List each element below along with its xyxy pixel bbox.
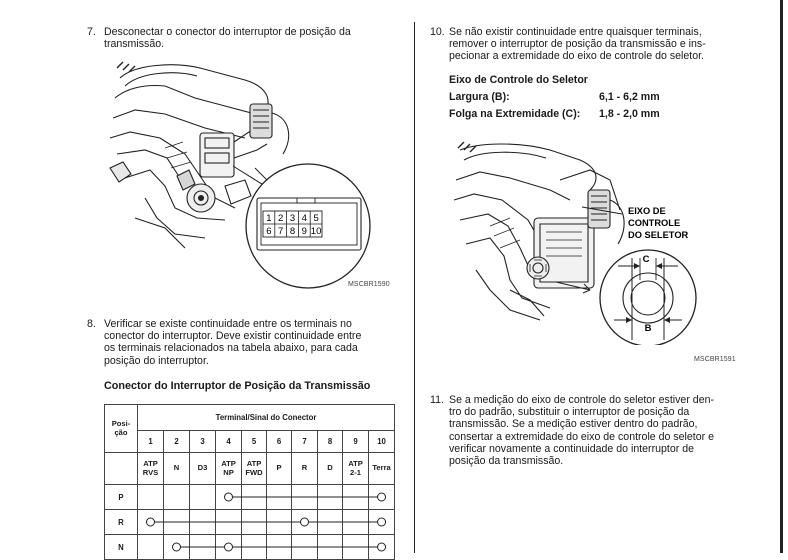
- step-8-text: [104, 318, 394, 367]
- figure-selector-shaft: [450, 140, 750, 345]
- terminal-number: 10: [369, 431, 395, 453]
- step-11-line-5: verificar novamente a continuidade do interruptor de: [449, 442, 694, 455]
- dimension-c-label: C: [642, 254, 650, 265]
- signal-name: D: [318, 453, 343, 485]
- step-10-line-2: remover o interruptor de posição da transmissão e ins-: [449, 38, 706, 51]
- step-11-line-4: consertar a extremidade do eixo de controle do seletor e: [449, 430, 714, 443]
- step-8-number: 8.: [87, 318, 96, 330]
- step-7-line-2: transmissão.: [104, 38, 165, 51]
- terminal-label: 3: [289, 213, 296, 224]
- figure-2-code: MSCBR1591: [694, 356, 736, 363]
- spec-width-value: 6,1 - 6,2 mm: [599, 91, 660, 103]
- step-8-line-1: Verificar se existe continuidade entre os terminais no: [104, 318, 352, 330]
- position-header: Posi- ção: [105, 405, 138, 453]
- page-edge-bar: [780, 0, 783, 553]
- continuity-table: [104, 404, 395, 560]
- signal-name: ATP RVS: [138, 453, 164, 485]
- signal-name: P: [267, 453, 292, 485]
- terminal-number: 4: [216, 431, 242, 453]
- step-10-line-3: pecionar a extremidade do eixo de controle do seletor.: [449, 50, 704, 63]
- step-10-line-1: Se não existir continuidade entre quaisquer terminais,: [449, 26, 702, 38]
- signal-name: ATP FWD: [242, 453, 267, 485]
- step-10-text: [449, 26, 740, 63]
- transmission-housing-drawing: [454, 142, 624, 320]
- dimension-b-label: B: [644, 323, 652, 334]
- step-8-line-4: posição do interruptor.: [104, 354, 209, 367]
- terminal-label: 2: [278, 213, 284, 224]
- spec-play-value: 1,8 - 2,0 mm: [599, 108, 660, 120]
- step-11-line-6: posição da transmissão.: [449, 455, 564, 468]
- callout-line-1: EIXO DE: [628, 206, 666, 216]
- step-8-line-2: conector do interruptor. Deve existir continuidade entre: [104, 330, 362, 343]
- signal-name: D3: [190, 453, 216, 485]
- figure-1-code: MSCBR1590: [348, 281, 390, 288]
- terminal-label: 6: [266, 226, 272, 237]
- step-11-line-2: tro do padrão, substituir o interruptor de posição da: [449, 406, 690, 419]
- spec-title: Eixo de Controle do Seletor: [449, 74, 588, 86]
- signal-name: ATP NP: [216, 453, 242, 485]
- terminal-grid: [263, 211, 322, 237]
- connector-detail-callout: [246, 164, 370, 288]
- position-label: P: [105, 485, 138, 510]
- terminal-group-header: Terminal/Sinal do Conector: [138, 405, 395, 431]
- terminal-number: 3: [190, 431, 216, 453]
- signal-name: R: [292, 453, 318, 485]
- terminal-label: 10: [310, 226, 322, 237]
- step-10-number: 10.: [430, 26, 445, 38]
- terminal-label: 9: [301, 226, 307, 237]
- step-7-number: 7.: [87, 26, 96, 38]
- callout-line-2: CONTROLE: [628, 218, 681, 228]
- table-row: [105, 535, 395, 560]
- terminal-number: 8: [318, 431, 343, 453]
- step-11-line-3: transmissão. Se a medição estiver dentro do padrão,: [449, 418, 698, 431]
- signal-blank-cell: [105, 453, 138, 485]
- terminal-label: 5: [313, 213, 319, 224]
- terminal-number: 2: [164, 431, 190, 453]
- shaft-end-detail: [600, 250, 696, 345]
- terminal-number: 9: [343, 431, 369, 453]
- table-row: [105, 510, 395, 535]
- terminal-number: 6: [267, 431, 292, 453]
- signal-name: ATP 2-1: [343, 453, 369, 485]
- terminal-label: 7: [278, 226, 284, 237]
- spec-width-label: Largura (B):: [449, 91, 510, 103]
- position-label: R: [105, 510, 138, 535]
- spec-play-label: Folga na Extremidade (C):: [449, 108, 581, 120]
- terminal-label: 1: [266, 213, 272, 224]
- callout-line-3: DO SELETOR: [628, 230, 689, 240]
- step-8-line-3: os terminais relacionados na tabela abaixo, para cada: [104, 342, 358, 355]
- column-divider: [414, 22, 415, 553]
- step-11-number: 11.: [430, 394, 444, 406]
- step-11-text: [449, 394, 740, 467]
- position-label: N: [105, 535, 138, 560]
- table-row: [105, 485, 395, 510]
- step-7-line-1: Desconectar o conector do interruptor de posição da: [104, 26, 351, 38]
- step-7-text: [104, 26, 394, 50]
- terminal-number: 7: [292, 431, 318, 453]
- step-11-line-1: Se a medição do eixo de controle do seletor estiver den-: [449, 394, 714, 406]
- terminal-number: 5: [242, 431, 267, 453]
- figure-switch-connector: [105, 58, 395, 292]
- terminal-label: 4: [301, 213, 307, 224]
- table-title: Conector do Interruptor de Posição da Transmissão: [104, 380, 371, 392]
- terminal-number: 1: [138, 431, 164, 453]
- signal-name: Terra: [369, 453, 395, 485]
- terminal-label: 8: [289, 226, 296, 237]
- signal-name: N: [164, 453, 190, 485]
